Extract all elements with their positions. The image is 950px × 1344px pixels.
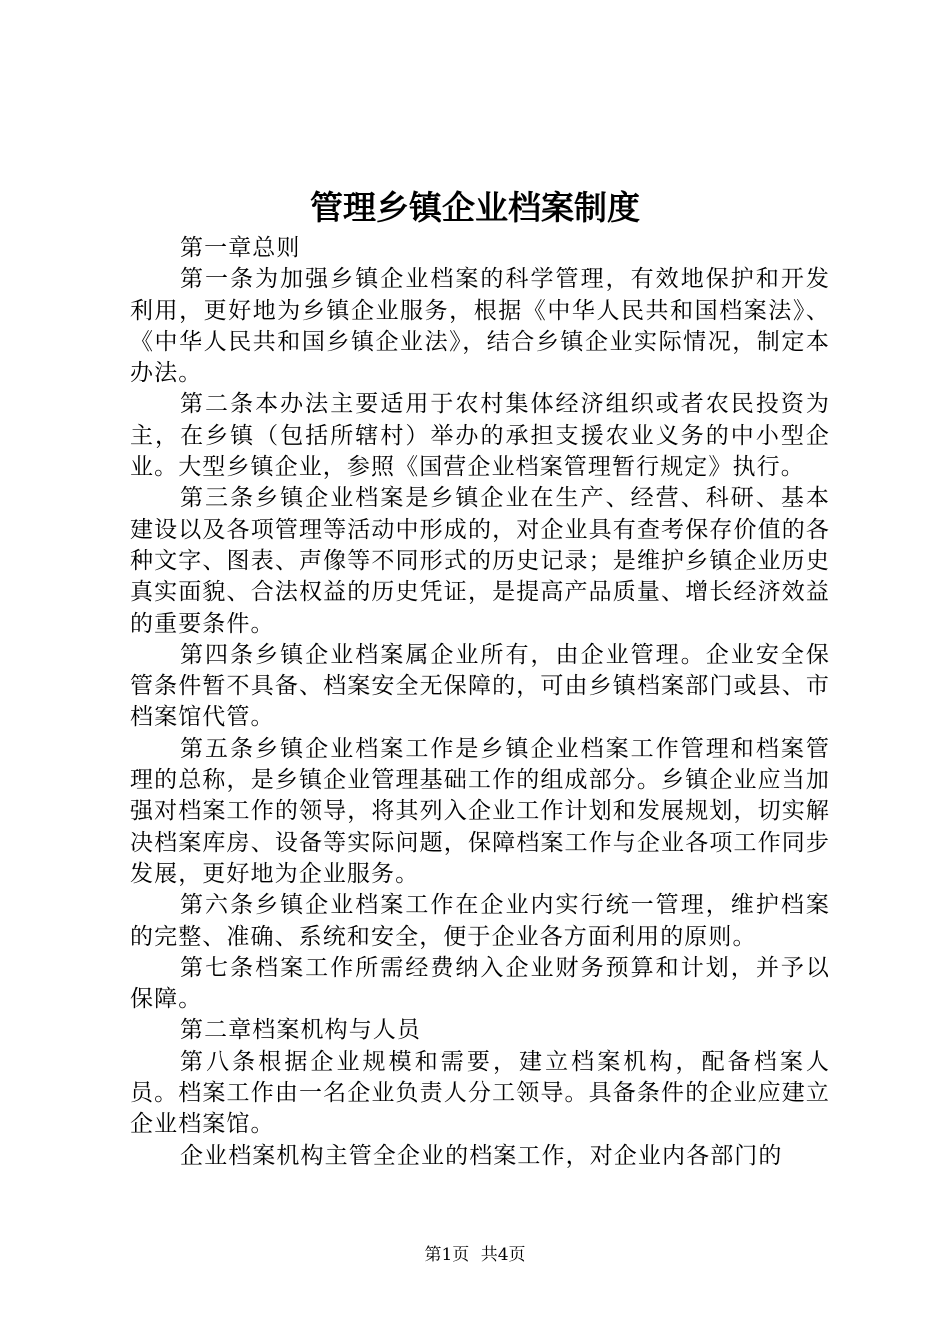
chapter-heading: 第二章档案机构与人员 (180, 1017, 421, 1044)
article-paragraph: 第七条档案工作所需经费纳入企业财务预算和计划，并予以保障。 (130, 954, 830, 1013)
article-paragraph: 第三条乡镇企业档案是乡镇企业在生产、经营、科研、基本建设以及各项管理等活动中形成的，对企业具有查考保存价值的各种文字、图表、声像等不同形式的历史记录；是维护乡镇企业历史真实面貌、合法权益的历史凭证，是提高产品质量、增长经济效益的重要条件。 (130, 485, 830, 637)
chapter-heading: 第一章总则 (180, 235, 301, 261)
article-paragraph: 第一条为加强乡镇企业档案的科学管理，有效地保护和开发利用，更好地为乡镇企业服务，根据《中华人民共和国档案法》、《中华人民共和国乡镇企业法》，结合乡镇企业实际情况，制定本办法。 (130, 266, 830, 387)
document-body (130, 233, 830, 1172)
article-paragraph: 第二条本办法主要适用于农村集体经济组织或者农民投资为主，在乡镇（包括所辖村）举办的承担支援农业义务的中小型企业。大型乡镇企业，参照《国营企业档案管理暂行规定》执行。 (130, 391, 830, 481)
article-paragraph: 第六条乡镇企业档案工作在企业内实行统一管理，维护档案的完整、准确、系统和安全，便于企业各方面利用的原则。 (130, 892, 830, 950)
article-paragraph: 企业档案机构主管全企业的档案工作，对企业内各部门的 (180, 1142, 783, 1169)
article-paragraph: 第四条乡镇企业档案属企业所有，由企业管理。企业安全保管条件暂不具备、档案安全无保障的，可由乡镇档案部门或县、市档案馆代管。 (130, 641, 830, 731)
article-paragraph: 第五条乡镇企业档案工作是乡镇企业档案工作管理和档案管理的总称，是乡镇企业管理基础工作的组成部分。乡镇企业应当加强对档案工作的领导，将其列入企业工作计划和发展规划，切实解决档案库房、设备等实际问题，保障档案工作与企业各项工作同步发展，更好地为企业服务。 (130, 735, 830, 887)
document-title: 管理乡镇企业档案制度 (310, 188, 640, 227)
page-footer (0, 1244, 950, 1266)
page-number: 第1页 (424, 1245, 470, 1265)
article-paragraph: 第八条根据企业规模和需要，建立档案机构，配备档案人员。档案工作由一名企业负责人分工领导。具备条件的企业应建立企业档案馆。 (130, 1048, 830, 1138)
page-total: 共4页 (480, 1245, 526, 1265)
